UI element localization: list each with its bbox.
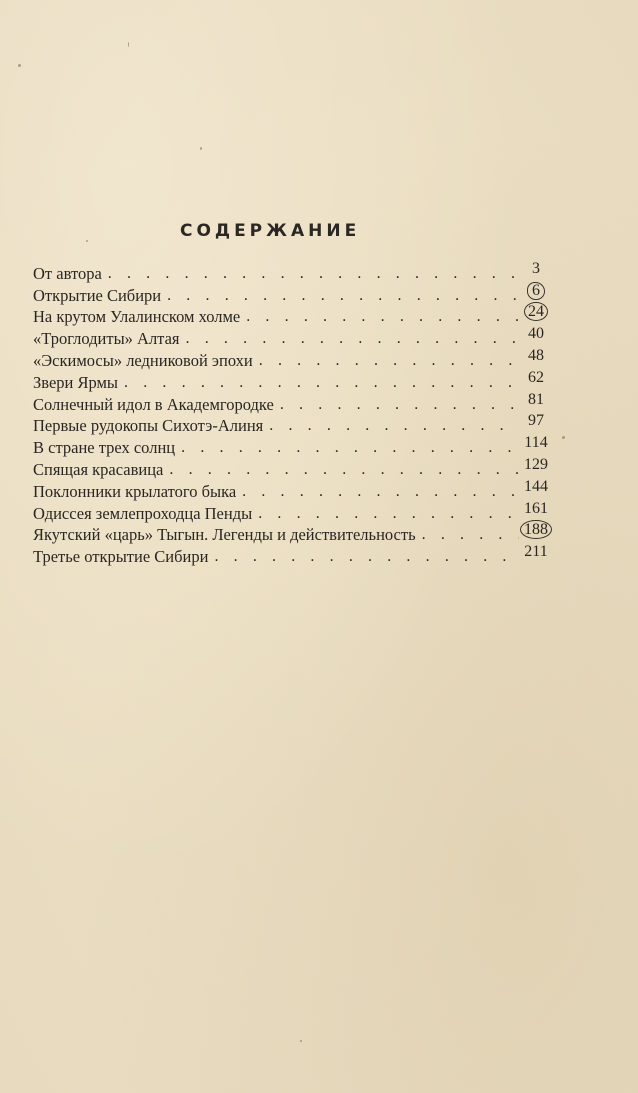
table-of-contents: [33, 259, 553, 567]
toc-entry-title: Третье открытие Сибири: [33, 547, 209, 567]
toc-entry-page: [519, 281, 553, 301]
dot-leader: [108, 264, 519, 284]
circled-page-number: 24: [524, 302, 548, 321]
paper-speck: [562, 436, 565, 439]
toc-entry-page: [519, 411, 553, 431]
dot-leader: [186, 329, 519, 349]
toc-entry-page: [519, 302, 553, 322]
toc-entry-page: [519, 324, 553, 344]
page-number: 48: [528, 346, 544, 364]
toc-entry[interactable]: [33, 521, 553, 546]
dot-leader: [269, 416, 519, 436]
toc-entry-page: [519, 542, 553, 562]
page-number: 62: [528, 368, 544, 386]
paper-speck: [200, 147, 202, 150]
toc-entry[interactable]: [33, 281, 553, 306]
toc-entry-title: «Эскимосы» ледниковой эпохи: [33, 350, 253, 370]
page-number: 211: [524, 543, 548, 561]
page-number: 129: [524, 455, 548, 473]
page-number: 161: [524, 499, 548, 517]
toc-entry-title: Открытие Сибири: [33, 285, 162, 305]
paper-speck: [300, 1040, 302, 1042]
toc-entry[interactable]: [33, 477, 553, 502]
toc-entry-page: [519, 433, 553, 453]
toc-entry-title: Поклонники крылатого быка: [33, 481, 237, 501]
paper-speck: [128, 42, 129, 47]
dot-leader: [242, 482, 519, 502]
toc-entry[interactable]: [33, 303, 553, 328]
dot-leader: [259, 351, 519, 371]
dot-leader: [422, 525, 519, 545]
toc-entry-page: [519, 455, 553, 475]
toc-entry-title: Первые рудокопы Сихотэ-Алиня: [33, 416, 264, 436]
paper-speck: [18, 64, 21, 67]
toc-entry-page: [519, 259, 553, 279]
toc-entry-title: Якутский «царь» Тыгын. Легенды и действительность: [33, 525, 416, 545]
toc-entry-page: [519, 520, 553, 540]
toc-entry[interactable]: [33, 259, 553, 284]
toc-entry-page: [519, 477, 553, 497]
dot-leader: [167, 286, 519, 306]
toc-entry-page: [519, 499, 553, 519]
page-number: 40: [528, 325, 544, 343]
page-number: 3: [532, 259, 540, 277]
toc-entry[interactable]: [33, 436, 553, 458]
page-number: 144: [524, 477, 548, 495]
page-title: СОДЕРЖАНИЕ: [180, 221, 361, 242]
toc-entry-title: Солнечный идол в Академгородке: [33, 394, 274, 414]
toc-entry-page: [519, 390, 553, 410]
page-number: 81: [528, 390, 544, 408]
dot-leader: [258, 504, 519, 524]
page-number: 114: [524, 434, 548, 452]
toc-entry[interactable]: [33, 412, 553, 437]
toc-entry-title: Спящая красавица: [33, 459, 164, 479]
dot-leader: [124, 373, 519, 393]
circled-page-number: 6: [527, 282, 545, 300]
toc-entry-title: На крутом Улалинском холме: [33, 307, 241, 327]
toc-entry-title: В стране трех солнц: [33, 438, 176, 458]
dot-leader: [246, 307, 519, 327]
toc-entry[interactable]: [33, 327, 553, 349]
toc-entry-title: «Троглодиты» Алтая: [33, 329, 180, 349]
toc-entry-title: От автора: [33, 263, 102, 283]
toc-entry-page: [519, 346, 553, 366]
dot-leader: [181, 438, 519, 458]
toc-entry[interactable]: [33, 545, 553, 567]
circled-page-number: 188: [520, 520, 552, 539]
toc-entry[interactable]: [33, 368, 553, 393]
toc-entry[interactable]: [33, 499, 553, 524]
toc-entry[interactable]: [33, 390, 553, 415]
toc-entry-page: [519, 368, 553, 388]
toc-entry[interactable]: [33, 455, 553, 480]
toc-entry[interactable]: [33, 346, 553, 371]
toc-entry-title: Звери Ярмы: [33, 372, 119, 392]
dot-leader: [214, 547, 519, 567]
page-number: 97: [528, 412, 544, 430]
dot-leader: [169, 460, 519, 480]
toc-entry-title: Одиссея землепроходца Пенды: [33, 503, 253, 523]
dot-leader: [280, 395, 519, 415]
